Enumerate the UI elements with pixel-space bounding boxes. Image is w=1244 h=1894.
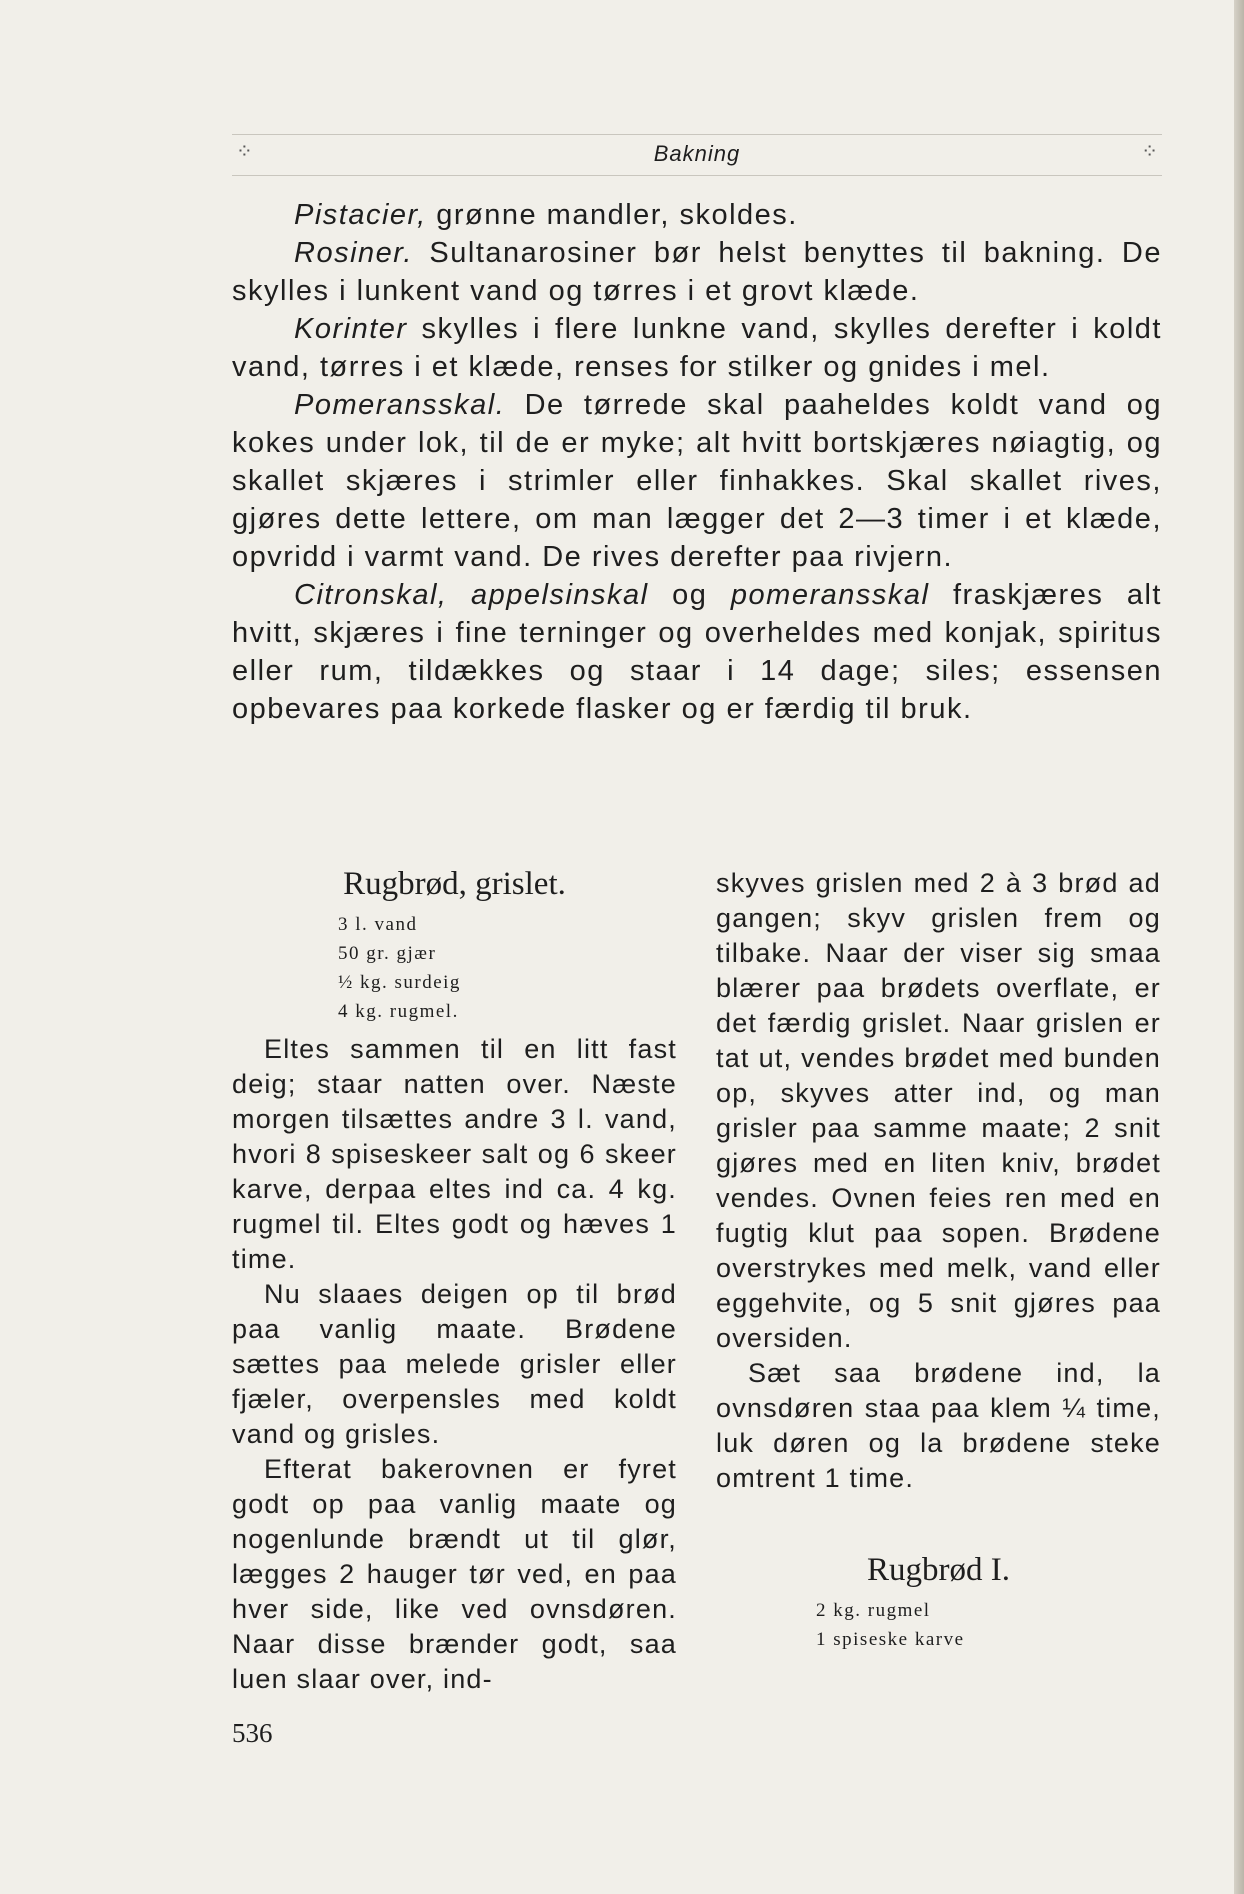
- term-pomeransskal: Pomeransskal.: [294, 389, 506, 421]
- ingredient-list: [816, 1596, 1161, 1654]
- ingredient-item: 2 kg. rugmel: [816, 1600, 931, 1621]
- text-pistacier: grønne mandler, skoldes.: [426, 199, 798, 231]
- text-rosiner: Sultanarosiner bør helst benyttes til bakning. De skylles i lunkent vand og tørres i et grovt klæde.: [232, 237, 1162, 307]
- ingredient-item: 1 spiseske karve: [816, 1629, 965, 1650]
- recipe-paragraph: Sæt saa brødene ind, la ovnsdøren staa paa klem ¼ time, luk døren og la brødene steke omtrent 1 time.: [716, 1358, 1161, 1493]
- text-citronskal: fraskjæres alt hvitt, skjæres i fine terninger og overheldes med konjak, spiritus eller rum, tildækkes og staar i 14 dage; siles; essensen opbevares paa korkede flasker og er færdig til bruk.: [232, 579, 1162, 725]
- term-pomeransskal-2: pomeransskal: [730, 579, 930, 611]
- running-head: [232, 134, 1162, 176]
- right-column: [716, 866, 1161, 1660]
- text-pomeransskal: De tørrede skal paaheldes koldt vand og kokes under lok, til de er myke; alt hvitt bortskjæres nøiagtig, og skallet skjæres i strimler eller finhakkes. Skal skallet rives, gjøres dette lettere, om man lægger det 2—3 timer i et klæde, opvridd i varmt vand. De rives derefter paa rivjern.: [232, 389, 1162, 573]
- recipe-title-rugbrod-i: Rugbrød I.: [867, 1552, 1010, 1588]
- ingredient-item: 50 gr. gjær: [338, 943, 437, 964]
- paragraph-citronskal: [232, 576, 1162, 728]
- paragraph-rosiner: [232, 234, 1162, 310]
- paragraph-pistacier: [232, 196, 1162, 234]
- ingredient-item: ½ kg. surdeig: [338, 972, 461, 993]
- recipe-title-rugbrod-grislet: Rugbrød, grislet.: [343, 866, 566, 902]
- recipe-paragraph: Efterat bakerovnen er fyret godt op paa vanlig maate og nogenlunde brændt ut til glør, lægges 2 hauger tør ved, en paa hver side, like ved ovnsdøren. Naar disse brænder godt, saa luen slaar over, ind-: [232, 1454, 677, 1694]
- ornament-left-icon: ⁘: [236, 141, 253, 163]
- recipe-paragraph: skyves grislen med 2 à 3 brød ad gangen; skyv grislen frem og tilbake. Naar der viser sig smaa blærer paa brødets overflate, er det færdig grislet. Naar grislen er tat ut, vendes brødet med bunden op, skyves atter ind, og man grisler paa samme maate; 2 snit gjøres med en liten kniv, brødet vendes. Ovnen feies ren med en fugtig klut paa sopen. Brødene overstrykes med melk, vand eller eggehvite, og 5 snit gjøres paa oversiden.: [716, 868, 1161, 1353]
- term-pistacier: Pistacier,: [294, 199, 427, 231]
- text-korinter: skylles i flere lunkne vand, skylles derefter i koldt vand, tørres i et klæde, renses for stilker og gnides i mel.: [232, 313, 1162, 383]
- ornament-right-icon: ⁘: [1141, 141, 1158, 163]
- page-edge: [1234, 0, 1244, 1894]
- running-title: Bakning: [653, 141, 741, 166]
- intro-section: [232, 196, 1162, 728]
- term-korinter: Korinter: [294, 313, 408, 345]
- ingredient-list: [338, 910, 677, 1026]
- recipe-paragraph: Eltes sammen til en litt fast deig; staar natten over. Næste morgen tilsættes andre 3 l. vand, hvori 8 spiseskeer salt og 6 skeer karve, derpaa eltes ind ca. 4 kg. rugmel til. Eltes godt og hæves 1 time.: [232, 1034, 677, 1274]
- left-column: [232, 862, 677, 1697]
- paragraph-korinter: [232, 310, 1162, 386]
- recipe-paragraph: Nu slaaes deigen op til brød paa vanlig maate. Brødene sættes paa melede grisler eller fjæler, overpensles med koldt vand og grisles.: [232, 1279, 677, 1449]
- text-og: og: [648, 579, 731, 611]
- paragraph-pomeransskal: [232, 386, 1162, 576]
- ingredient-item: 4 kg. rugmel.: [338, 1001, 459, 1022]
- term-citronskal: Citronskal, appelsinskal: [294, 579, 649, 611]
- ingredient-item: 3 l. vand: [338, 914, 418, 935]
- page-number: 536: [232, 1718, 273, 1748]
- term-rosiner: Rosiner.: [294, 237, 413, 269]
- recipe-rugbrod-i: [716, 1548, 1161, 1654]
